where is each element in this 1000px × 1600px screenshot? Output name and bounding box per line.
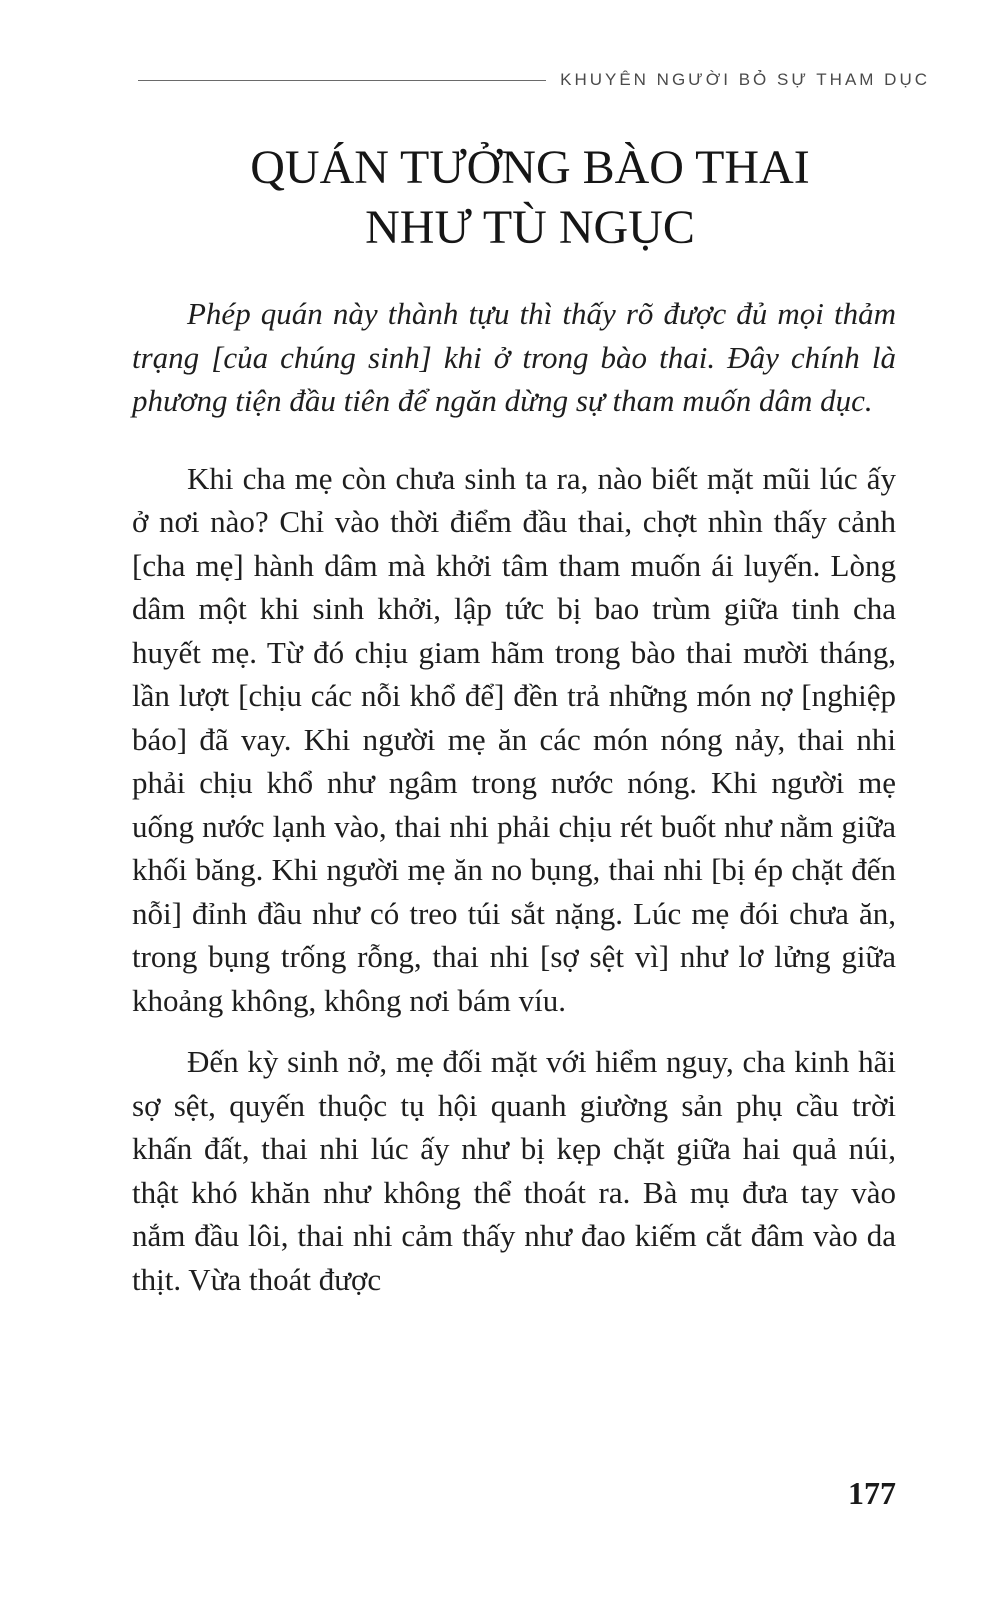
- running-head: [138, 58, 930, 90]
- running-head-text: KHUYÊN NGƯỜI BỎ SỰ THAM DỤC: [560, 70, 930, 89]
- body-text: [132, 292, 896, 1301]
- page-number: 177: [848, 1475, 896, 1511]
- body-paragraph-2: Đến kỳ sinh nở, mẹ đối mặt với hiểm nguy, cha kinh hãi sợ sệt, quyến thuộc tụ hội quanh giường sản phụ cầu trời khấn đất, thai nhi lúc ấy như bị kẹp chặt giữa hai quả núi, thật khó khăn như không thể thoát ra. Bà mụ đưa tay vào nắm đầu lôi, thai nhi cảm thấy như đao kiếm cắt đâm vào da thịt. Vừa thoát được: [132, 1044, 896, 1297]
- chapter-title: [130, 138, 930, 258]
- running-head-rule: [138, 80, 546, 81]
- chapter-title-line-2: NHƯ TÙ NGỤC: [365, 201, 695, 254]
- epigraph: Phép quán này thành tựu thì thấy rõ được đủ mọi thảm trạng [của chúng sinh] khi ở trong bào thai. Đây chính là phương tiện đầu tiên để ngăn dừng sự tham muốn dâm dục.: [132, 296, 896, 418]
- chapter-title-line-1: QUÁN TƯỞNG BÀO THAI: [250, 141, 810, 194]
- body-paragraph-1: Khi cha mẹ còn chưa sinh ta ra, nào biết mặt mũi lúc ấy ở nơi nào? Chỉ vào thời điểm đầu thai, chợt nhìn thấy cảnh [cha mẹ] hành dâm mà khởi tâm tham muốn ái luyến. Lòng dâm một khi sinh khởi, lập tức bị bao trùm giữa tinh cha huyết mẹ. Từ đó chịu giam hãm trong bào thai mười tháng, lần lượt [chịu các nỗi khổ để] đền trả những món nợ [nghiệp báo] đã vay. Khi người mẹ ăn các món nóng nảy, thai nhi phải chịu khổ như ngâm trong nước nóng. Khi người mẹ uống nước lạnh vào, thai nhi phải chịu rét buốt như nằm giữa khối băng. Khi người mẹ ăn no bụng, thai nhi [bị ép chặt đến nỗi] đỉnh đầu như có treo túi sắt nặng. Lúc mẹ đói chưa ăn, trong bụng trống rỗng, thai nhi [sợ sệt vì] như lơ lửng giữa khoảng không, không nơi bám víu.: [132, 460, 896, 1018]
